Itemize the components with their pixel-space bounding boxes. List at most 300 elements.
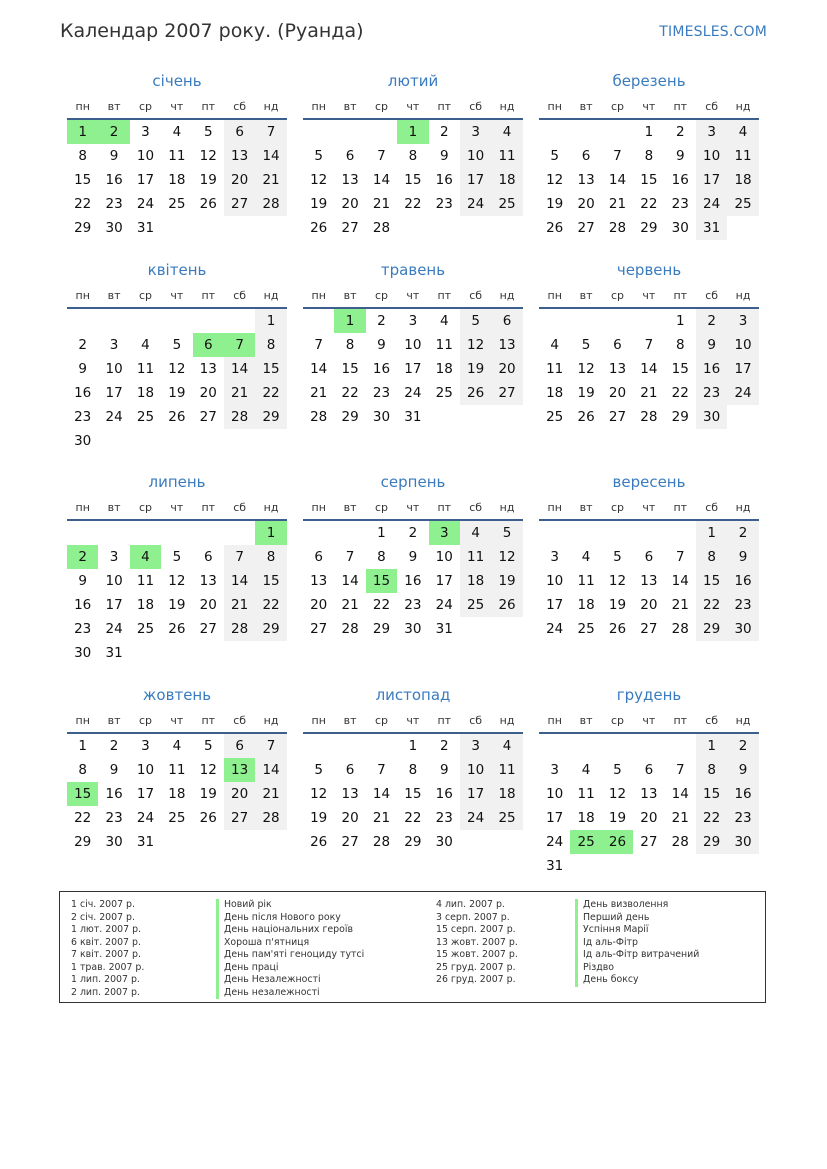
day-cell: 16 xyxy=(74,385,92,401)
day-cell: 11 xyxy=(136,573,155,589)
day-cell: 7 xyxy=(377,148,386,164)
day-cell: 1 xyxy=(675,313,685,329)
empty-cell xyxy=(98,309,129,333)
weekday-header xyxy=(303,285,523,307)
day-cell: 28 xyxy=(640,409,658,425)
legend-holiday-name: Ід аль-Фітр xyxy=(575,937,699,950)
legend-names-col-1 xyxy=(216,899,364,999)
day-cell: 29 xyxy=(341,409,359,425)
day-cell: 4 xyxy=(172,738,182,754)
weekday-label: ср xyxy=(138,100,152,113)
day-cell: 21 xyxy=(224,381,255,405)
day-cell: 24 xyxy=(136,810,155,826)
legend-date: 25 груд. 2007 р. xyxy=(436,961,516,973)
day-cell: 15 xyxy=(74,172,92,188)
holiday-day-cell: 3 xyxy=(429,521,460,545)
weekday-header xyxy=(303,710,523,732)
weekday-label: нд xyxy=(263,289,279,302)
weekday-label: сб xyxy=(705,100,719,113)
days-grid xyxy=(539,309,759,429)
day-cell: 22 xyxy=(372,597,391,613)
day-cell: 6 xyxy=(314,549,323,565)
day-cell: 21 xyxy=(608,196,627,212)
day-cell: 27 xyxy=(224,806,255,830)
day-cell: 24 xyxy=(727,381,758,405)
weekday-header xyxy=(67,96,287,118)
day-cell: 9 xyxy=(109,148,119,164)
day-cell: 28 xyxy=(341,621,359,637)
day-cell: 11 xyxy=(727,144,758,168)
day-cell: 24 xyxy=(435,597,453,613)
day-cell: 7 xyxy=(255,734,286,758)
day-cell: 22 xyxy=(255,381,286,405)
empty-cell xyxy=(224,521,255,545)
weekday-label: ср xyxy=(610,100,624,113)
legend-holiday-name: День незалежності xyxy=(216,987,364,1000)
day-cell: 7 xyxy=(675,549,685,565)
day-cell: 18 xyxy=(727,168,758,192)
day-cell: 24 xyxy=(404,385,422,401)
day-cell: 17 xyxy=(696,168,727,192)
day-cell: 28 xyxy=(310,409,328,425)
empty-cell xyxy=(570,120,601,144)
day-cell: 22 xyxy=(74,196,92,212)
day-cell: 9 xyxy=(78,573,87,589)
day-cell: 20 xyxy=(577,196,595,212)
empty-cell xyxy=(366,734,397,758)
empty-cell xyxy=(570,734,601,758)
day-cell: 11 xyxy=(491,758,522,782)
day-cell: 5 xyxy=(203,124,213,140)
day-cell: 9 xyxy=(78,361,87,377)
day-cell: 28 xyxy=(608,220,627,236)
weekday-label: чт xyxy=(406,100,420,113)
day-cell: 30 xyxy=(727,830,758,854)
day-cell: 4 xyxy=(460,521,491,545)
empty-cell xyxy=(67,521,98,545)
month-3 xyxy=(539,72,759,240)
weekday-header xyxy=(303,497,523,519)
weekday-label: ср xyxy=(138,714,152,727)
day-cell: 9 xyxy=(696,333,727,357)
day-cell: 30 xyxy=(435,834,453,850)
month-name: травень xyxy=(380,261,446,279)
day-cell: 15 xyxy=(696,782,727,806)
month-11 xyxy=(303,686,523,854)
day-cell: 2 xyxy=(727,521,758,545)
day-cell: 20 xyxy=(199,597,217,613)
day-cell: 19 xyxy=(310,196,328,212)
day-cell: 15 xyxy=(696,569,727,593)
day-cell: 17 xyxy=(460,782,491,806)
empty-cell xyxy=(570,521,601,545)
weekday-header xyxy=(539,285,759,307)
legend-date: 15 жовт. 2007 р. xyxy=(436,949,518,960)
day-cell: 11 xyxy=(577,786,595,802)
weekday-label: вт xyxy=(579,289,593,302)
holiday-day-cell: 2 xyxy=(67,545,98,569)
day-cell: 21 xyxy=(671,810,689,826)
empty-cell xyxy=(539,309,570,333)
day-cell: 31 xyxy=(404,409,422,425)
day-cell: 28 xyxy=(372,834,391,850)
day-cell: 27 xyxy=(310,621,328,637)
day-cell: 26 xyxy=(460,381,491,405)
day-cell: 19 xyxy=(168,385,186,401)
day-cell: 27 xyxy=(608,409,627,425)
weekday-label: пт xyxy=(673,289,688,302)
empty-cell xyxy=(334,734,365,758)
day-cell: 20 xyxy=(640,597,658,613)
day-cell: 23 xyxy=(372,385,391,401)
day-cell: 21 xyxy=(372,196,391,212)
day-cell: 12 xyxy=(608,573,627,589)
empty-cell xyxy=(303,521,334,545)
month-name: квітень xyxy=(147,261,207,279)
day-cell: 26 xyxy=(577,409,595,425)
day-cell: 6 xyxy=(203,549,213,565)
legend-date: 1 трав. 2007 р. xyxy=(71,961,145,973)
day-cell: 17 xyxy=(136,786,155,802)
day-cell: 23 xyxy=(727,593,758,617)
legend-date: 26 груд. 2007 р. xyxy=(436,974,516,985)
day-cell: 22 xyxy=(640,196,658,212)
weekday-label: чт xyxy=(170,100,184,113)
empty-cell xyxy=(633,521,664,545)
day-cell: 2 xyxy=(439,738,449,754)
weekday-label: ср xyxy=(610,289,624,302)
day-cell: 6 xyxy=(644,549,654,565)
weekday-label: пт xyxy=(201,289,216,302)
day-cell: 13 xyxy=(224,144,255,168)
legend-names-col-2 xyxy=(575,899,699,987)
day-cell: 17 xyxy=(546,810,564,826)
day-cell: 5 xyxy=(460,309,491,333)
weekday-header xyxy=(67,710,287,732)
day-cell: 29 xyxy=(74,220,92,236)
day-cell: 30 xyxy=(105,834,123,850)
day-cell: 8 xyxy=(255,333,286,357)
day-cell: 9 xyxy=(675,148,685,164)
empty-cell xyxy=(570,309,601,333)
day-cell: 7 xyxy=(377,762,386,778)
weekday-label: пн xyxy=(75,289,90,302)
day-cell: 27 xyxy=(640,621,658,637)
legend-date: 6 квіт. 2007 р. xyxy=(71,936,141,948)
holiday-legend xyxy=(59,891,766,1003)
day-cell: 10 xyxy=(546,573,564,589)
day-cell: 22 xyxy=(404,810,422,826)
day-cell: 14 xyxy=(372,786,391,802)
weekday-label: вт xyxy=(343,501,357,514)
empty-cell xyxy=(303,734,334,758)
day-cell: 16 xyxy=(404,573,422,589)
day-cell: 4 xyxy=(550,337,559,353)
day-cell: 2 xyxy=(408,525,418,541)
weekday-label: пн xyxy=(75,501,90,514)
day-cell: 30 xyxy=(727,617,758,641)
day-cell: 11 xyxy=(168,762,186,778)
day-cell: 17 xyxy=(404,361,422,377)
month-10 xyxy=(67,686,287,854)
day-cell: 3 xyxy=(141,124,150,140)
day-cell: 3 xyxy=(141,738,150,754)
weekday-header xyxy=(539,497,759,519)
holiday-day-cell: 7 xyxy=(224,333,255,357)
day-cell: 3 xyxy=(727,309,758,333)
day-cell: 4 xyxy=(727,120,758,144)
weekday-label: пт xyxy=(437,289,452,302)
day-cell: 1 xyxy=(644,124,654,140)
day-cell: 12 xyxy=(608,786,627,802)
month-name: січень xyxy=(152,72,202,90)
day-cell: 3 xyxy=(109,549,119,565)
weekday-label: нд xyxy=(735,100,751,113)
day-cell: 12 xyxy=(460,333,491,357)
day-cell: 10 xyxy=(136,762,155,778)
legend-holiday-name: День Незалежності xyxy=(216,974,364,987)
day-cell: 28 xyxy=(224,617,255,641)
weekday-label: сб xyxy=(469,714,483,727)
day-cell: 19 xyxy=(199,172,217,188)
day-cell: 2 xyxy=(109,738,119,754)
day-cell: 31 xyxy=(136,220,155,236)
day-cell: 23 xyxy=(74,409,92,425)
weekday-label: пн xyxy=(547,100,562,113)
day-cell: 13 xyxy=(608,361,627,377)
weekday-label: нд xyxy=(263,501,279,514)
day-cell: 26 xyxy=(546,220,564,236)
holiday-day-cell: 6 xyxy=(193,333,224,357)
day-cell: 29 xyxy=(696,617,727,641)
day-cell: 13 xyxy=(310,573,328,589)
day-cell: 1 xyxy=(377,525,386,541)
day-cell: 27 xyxy=(341,220,359,236)
empty-cell xyxy=(539,120,570,144)
day-cell: 23 xyxy=(671,196,689,212)
day-cell: 12 xyxy=(168,573,186,589)
empty-cell xyxy=(602,120,633,144)
day-cell: 11 xyxy=(546,361,564,377)
day-cell: 13 xyxy=(640,573,658,589)
day-cell: 16 xyxy=(727,569,758,593)
day-cell: 15 xyxy=(341,361,359,377)
day-cell: 13 xyxy=(577,172,595,188)
day-cell: 13 xyxy=(341,172,359,188)
day-cell: 27 xyxy=(224,192,255,216)
day-cell: 5 xyxy=(550,148,559,164)
day-cell: 2 xyxy=(696,309,727,333)
day-cell: 12 xyxy=(491,545,522,569)
day-cell: 26 xyxy=(168,621,186,637)
weekday-label: чт xyxy=(642,501,656,514)
day-cell: 30 xyxy=(74,433,92,449)
day-cell: 10 xyxy=(105,361,123,377)
days-grid xyxy=(539,521,759,641)
day-cell: 8 xyxy=(345,337,355,353)
day-cell: 31 xyxy=(435,621,453,637)
weekday-label: пт xyxy=(437,714,452,727)
day-cell: 7 xyxy=(314,337,323,353)
empty-cell xyxy=(161,521,192,545)
day-cell: 5 xyxy=(172,337,182,353)
day-cell: 19 xyxy=(168,597,186,613)
day-cell: 5 xyxy=(581,337,591,353)
day-cell: 19 xyxy=(546,196,564,212)
day-cell: 28 xyxy=(255,192,286,216)
weekday-label: сб xyxy=(705,714,719,727)
day-cell: 18 xyxy=(546,385,564,401)
day-cell: 12 xyxy=(577,361,595,377)
weekday-label: вт xyxy=(579,100,593,113)
day-cell: 5 xyxy=(613,549,622,565)
day-cell: 8 xyxy=(696,758,727,782)
weekday-label: сб xyxy=(233,100,247,113)
day-cell: 31 xyxy=(136,834,155,850)
weekday-label: пн xyxy=(311,100,326,113)
empty-cell xyxy=(98,521,129,545)
days-grid xyxy=(303,309,523,429)
legend-holiday-name: Хороша п'ятниця xyxy=(216,937,364,950)
month-name: грудень xyxy=(616,686,682,704)
day-cell: 14 xyxy=(255,144,286,168)
day-cell: 14 xyxy=(255,758,286,782)
days-grid xyxy=(67,734,287,854)
day-cell: 18 xyxy=(577,810,595,826)
day-cell: 8 xyxy=(78,148,87,164)
day-cell: 14 xyxy=(224,569,255,593)
month-name: жовтень xyxy=(142,686,212,704)
day-cell: 21 xyxy=(224,593,255,617)
day-cell: 30 xyxy=(105,220,123,236)
day-cell: 31 xyxy=(546,858,564,874)
weekday-label: ср xyxy=(374,100,388,113)
day-cell: 21 xyxy=(310,385,328,401)
day-cell: 23 xyxy=(404,597,422,613)
day-cell: 28 xyxy=(224,405,255,429)
weekday-label: вт xyxy=(579,714,593,727)
weekday-label: сб xyxy=(705,289,719,302)
weekday-label: сб xyxy=(233,501,247,514)
day-cell: 16 xyxy=(105,786,123,802)
day-cell: 1 xyxy=(408,738,418,754)
day-cell: 30 xyxy=(671,220,689,236)
day-cell: 26 xyxy=(199,196,217,212)
legend-holiday-name: День пам'яті геноциду тутсі xyxy=(216,949,364,962)
weekday-label: ср xyxy=(374,501,388,514)
day-cell: 21 xyxy=(255,782,286,806)
weekday-label: чт xyxy=(170,501,184,514)
day-cell: 25 xyxy=(546,409,564,425)
day-cell: 19 xyxy=(608,810,627,826)
day-cell: 26 xyxy=(310,220,328,236)
weekday-label: нд xyxy=(263,100,279,113)
day-cell: 23 xyxy=(74,621,92,637)
weekday-header xyxy=(67,285,287,307)
day-cell: 25 xyxy=(168,810,186,826)
holiday-day-cell: 2 xyxy=(98,120,129,144)
day-cell: 20 xyxy=(640,810,658,826)
day-cell: 24 xyxy=(136,196,155,212)
empty-cell xyxy=(130,521,161,545)
day-cell: 19 xyxy=(460,357,491,381)
empty-cell xyxy=(224,309,255,333)
weekday-label: нд xyxy=(735,501,751,514)
month-name: липень xyxy=(148,473,206,491)
day-cell: 8 xyxy=(408,148,418,164)
day-cell: 14 xyxy=(671,573,689,589)
day-cell: 24 xyxy=(105,409,123,425)
brand-link[interactable]: TIMESLES.COM xyxy=(659,24,767,40)
day-cell: 24 xyxy=(460,192,491,216)
weekday-header xyxy=(67,497,287,519)
weekday-label: нд xyxy=(499,100,515,113)
month-1 xyxy=(67,72,287,240)
weekday-label: пт xyxy=(201,714,216,727)
day-cell: 26 xyxy=(168,409,186,425)
day-cell: 26 xyxy=(199,810,217,826)
day-cell: 14 xyxy=(608,172,627,188)
weekday-label: вт xyxy=(343,714,357,727)
day-cell: 10 xyxy=(460,144,491,168)
day-cell: 26 xyxy=(310,834,328,850)
day-cell: 26 xyxy=(608,621,627,637)
weekday-label: ср xyxy=(138,501,152,514)
day-cell: 5 xyxy=(172,549,182,565)
weekday-label: вт xyxy=(107,100,121,113)
day-cell: 25 xyxy=(491,192,522,216)
day-cell: 14 xyxy=(640,361,658,377)
weekday-label: пт xyxy=(673,100,688,113)
days-grid xyxy=(539,734,759,878)
day-cell: 21 xyxy=(640,385,658,401)
day-cell: 10 xyxy=(546,786,564,802)
day-cell: 27 xyxy=(491,381,522,405)
empty-cell xyxy=(539,521,570,545)
day-cell: 5 xyxy=(613,762,622,778)
day-cell: 21 xyxy=(372,810,391,826)
weekday-label: пт xyxy=(201,100,216,113)
legend-date: 7 квіт. 2007 р. xyxy=(71,949,141,960)
weekday-label: пн xyxy=(547,289,562,302)
day-cell: 20 xyxy=(310,597,328,613)
days-grid xyxy=(67,521,287,665)
day-cell: 17 xyxy=(105,385,123,401)
weekday-label: пт xyxy=(437,501,452,514)
day-cell: 15 xyxy=(255,357,286,381)
day-cell: 20 xyxy=(341,810,359,826)
day-cell: 17 xyxy=(435,573,453,589)
day-cell: 19 xyxy=(199,786,217,802)
day-cell: 14 xyxy=(372,172,391,188)
days-grid xyxy=(539,120,759,240)
day-cell: 24 xyxy=(105,621,123,637)
day-cell: 7 xyxy=(345,549,355,565)
day-cell: 25 xyxy=(168,196,186,212)
day-cell: 16 xyxy=(696,357,727,381)
day-cell: 7 xyxy=(613,148,622,164)
day-cell: 9 xyxy=(109,762,119,778)
day-cell: 23 xyxy=(105,810,123,826)
day-cell: 3 xyxy=(550,549,559,565)
weekday-label: пн xyxy=(311,289,326,302)
days-grid xyxy=(67,309,287,453)
weekday-header xyxy=(303,96,523,118)
day-cell: 26 xyxy=(491,593,522,617)
day-cell: 18 xyxy=(460,569,491,593)
weekday-label: пн xyxy=(547,501,562,514)
weekday-label: пн xyxy=(75,714,90,727)
